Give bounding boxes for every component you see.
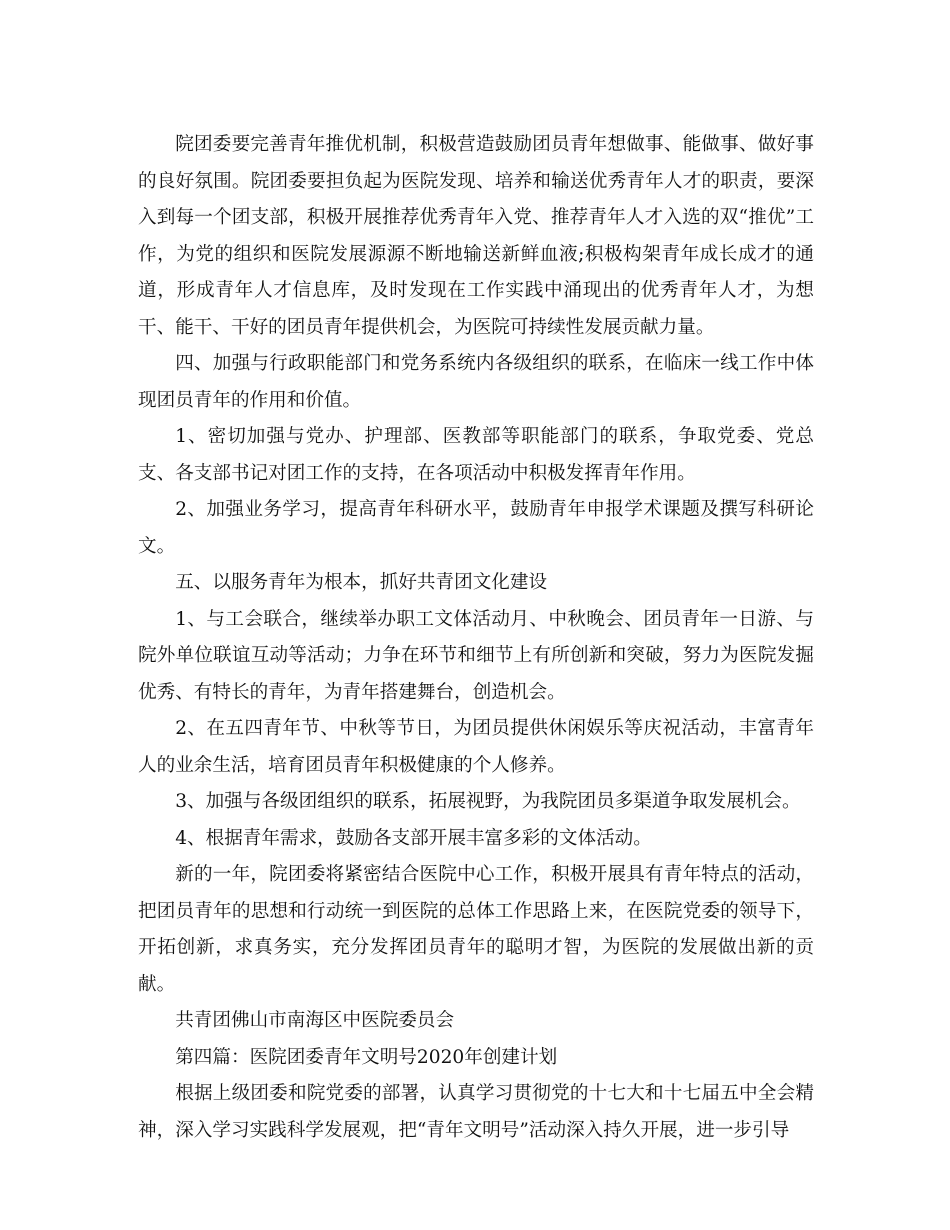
list-item: 2、在五四青年节、中秋等节日，为团员提供休闲娱乐等庆祝活动，丰富青年人的业余生活，培育团员青年积极健康的个人修养。 <box>138 718 814 776</box>
list-item: 1、与工会联合，继续举办职工文体活动月、中秋晚会、团员青年一日游、与院外单位联谊互动等活动；力争在环节和细节上有所创新和突破，努力为医院发掘优秀、有特长的青年，为青年搭建舞台，创造机会。 <box>138 608 814 703</box>
section-heading: 五、以服务青年为根本，抓好共青团文化建设 <box>175 572 548 593</box>
article-title: 第四篇：医院团委青年文明号2020年创建计划 <box>175 1046 558 1068</box>
signature-line: 共青团佛山市南海区中医院委员会 <box>175 1010 455 1031</box>
document-body <box>138 127 814 1149</box>
list-item: 4、根据青年需求，鼓励各支部开展丰富多彩的文体活动。 <box>175 827 652 849</box>
list-item: 3、加强与各级团组织的联系，拓展视野，为我院团员多渠道争取发展机会。 <box>175 791 801 812</box>
paragraph: 院团委要完善青年推优机制，积极营造鼓励团员青年想做事、能做事、做好事的良好氛围。院团委要担负起为医院发现、培养和输送优秀青年人才的职责，要深入到每一个团支部，积极开展推荐优秀青年入党、推荐青年人才入选的双“推优”工作，为党的组织和医院发展源源不断地输送新鲜血液;积极构架青年成长成才的通道，形成青年人才信息库，及时发现在工作实践中涌现出的优秀青年人才，为想干、能干、干好的团员青年提供机会，为医院可持续性发展贡献力量。 <box>138 134 814 338</box>
section-heading: 四、加强与行政职能部门和党务系统内各级组织的联系，在临床一线工作中体现团员青年的作用和价值。 <box>138 353 814 411</box>
list-item: 2、加强业务学习，提高青年科研水平，鼓励青年申报学术课题及撰写科研论文。 <box>138 499 814 557</box>
list-item: 1、密切加强与党办、护理部、医教部等职能部门的联系，争取党委、党总支、各支部书记对团工作的支持，在各项活动中积极发挥青年作用。 <box>138 426 814 484</box>
paragraph: 根据上级团委和院党委的部署，认真学习贯彻党的十七大和十七届五中全会精神，深入学习实践科学发展观，把“青年文明号”活动深入持久开展，进一步引导 <box>138 1083 814 1141</box>
paragraph: 新的一年，院团委将紧密结合医院中心工作，积极开展具有青年特点的活动，把团员青年的思想和行动统一到医院的总体工作思路上来，在医院党委的领导下，开拓创新，求真务实，充分发挥团员青年的聪明才智，为医院的发展做出新的贡献。 <box>138 864 814 995</box>
